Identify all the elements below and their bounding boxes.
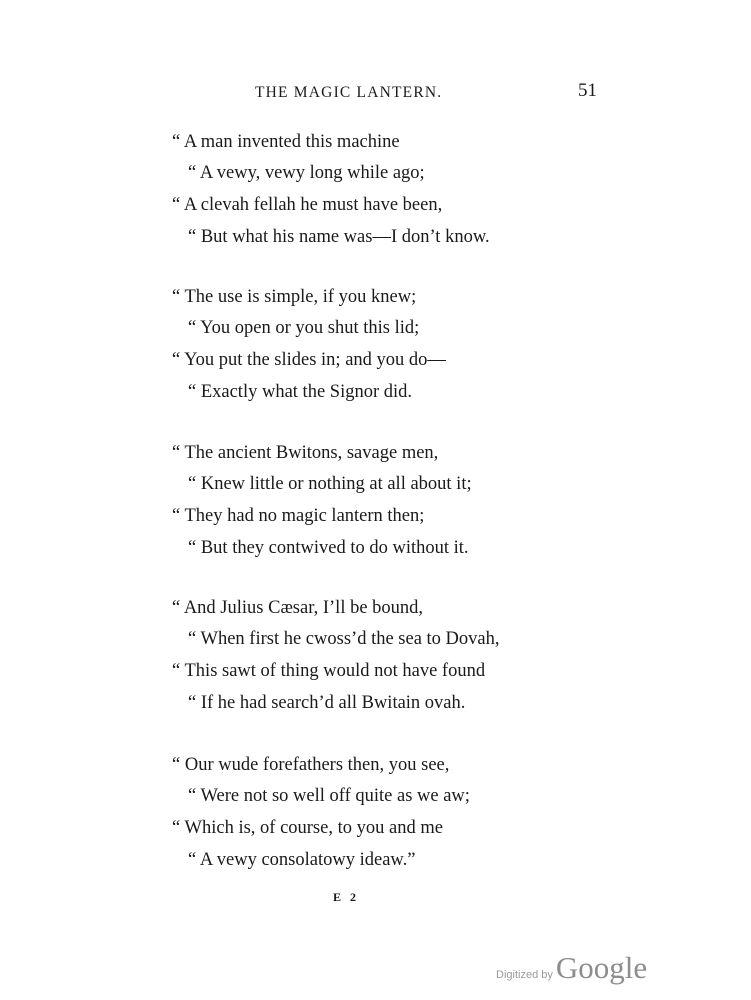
verse-line: “ Exactly what the Signor did. <box>188 382 413 402</box>
verse-line: “ When first he cwoss’d the sea to Dovah, <box>188 629 500 649</box>
verse-line: “ Our wude forefathers then, you see, <box>172 755 450 775</box>
signature-mark: E 2 <box>333 890 360 904</box>
verse-line: “ A clevah fellah he must have been, <box>172 195 443 215</box>
verse-line: “ But what his name was—I don’t know. <box>188 227 490 247</box>
verse-line: “ The use is simple, if you knew; <box>172 287 417 307</box>
verse-line: “ This sawt of thing would not have found <box>172 661 486 681</box>
verse-line: “ A vewy consolatowy ideaw.” <box>188 850 416 870</box>
verse-line: “ They had no magic lantern then; <box>172 506 425 526</box>
digitized-watermark <box>496 950 647 986</box>
verse-line: “ Were not so well off quite as we aw; <box>188 786 470 806</box>
verse-line: “ A man invented this machine <box>172 132 400 152</box>
verse-line: “ Which is, of course, to you and me <box>172 818 443 838</box>
verse-line: “ You open or you shut this lid; <box>188 318 420 338</box>
watermark-brand: Google <box>555 950 648 985</box>
verse-line: “ You put the slides in; and you do— <box>172 350 446 370</box>
verse-line: “ And Julius Cæsar, I’ll be bound, <box>172 598 424 618</box>
verse-line: “ Knew little or nothing at all about it; <box>188 474 472 494</box>
page-number: 51 <box>578 80 597 101</box>
running-head: THE MAGIC LANTERN. <box>255 84 443 101</box>
watermark-prefix: Digitized by <box>496 969 553 981</box>
verse-line: “ A vewy, vewy long while ago; <box>188 163 425 183</box>
verse-line: “ The ancient Bwitons, savage men, <box>172 443 439 463</box>
verse-line: “ But they contwived to do without it. <box>188 538 469 558</box>
verse-line: “ If he had search’d all Bwitain ovah. <box>188 693 466 713</box>
